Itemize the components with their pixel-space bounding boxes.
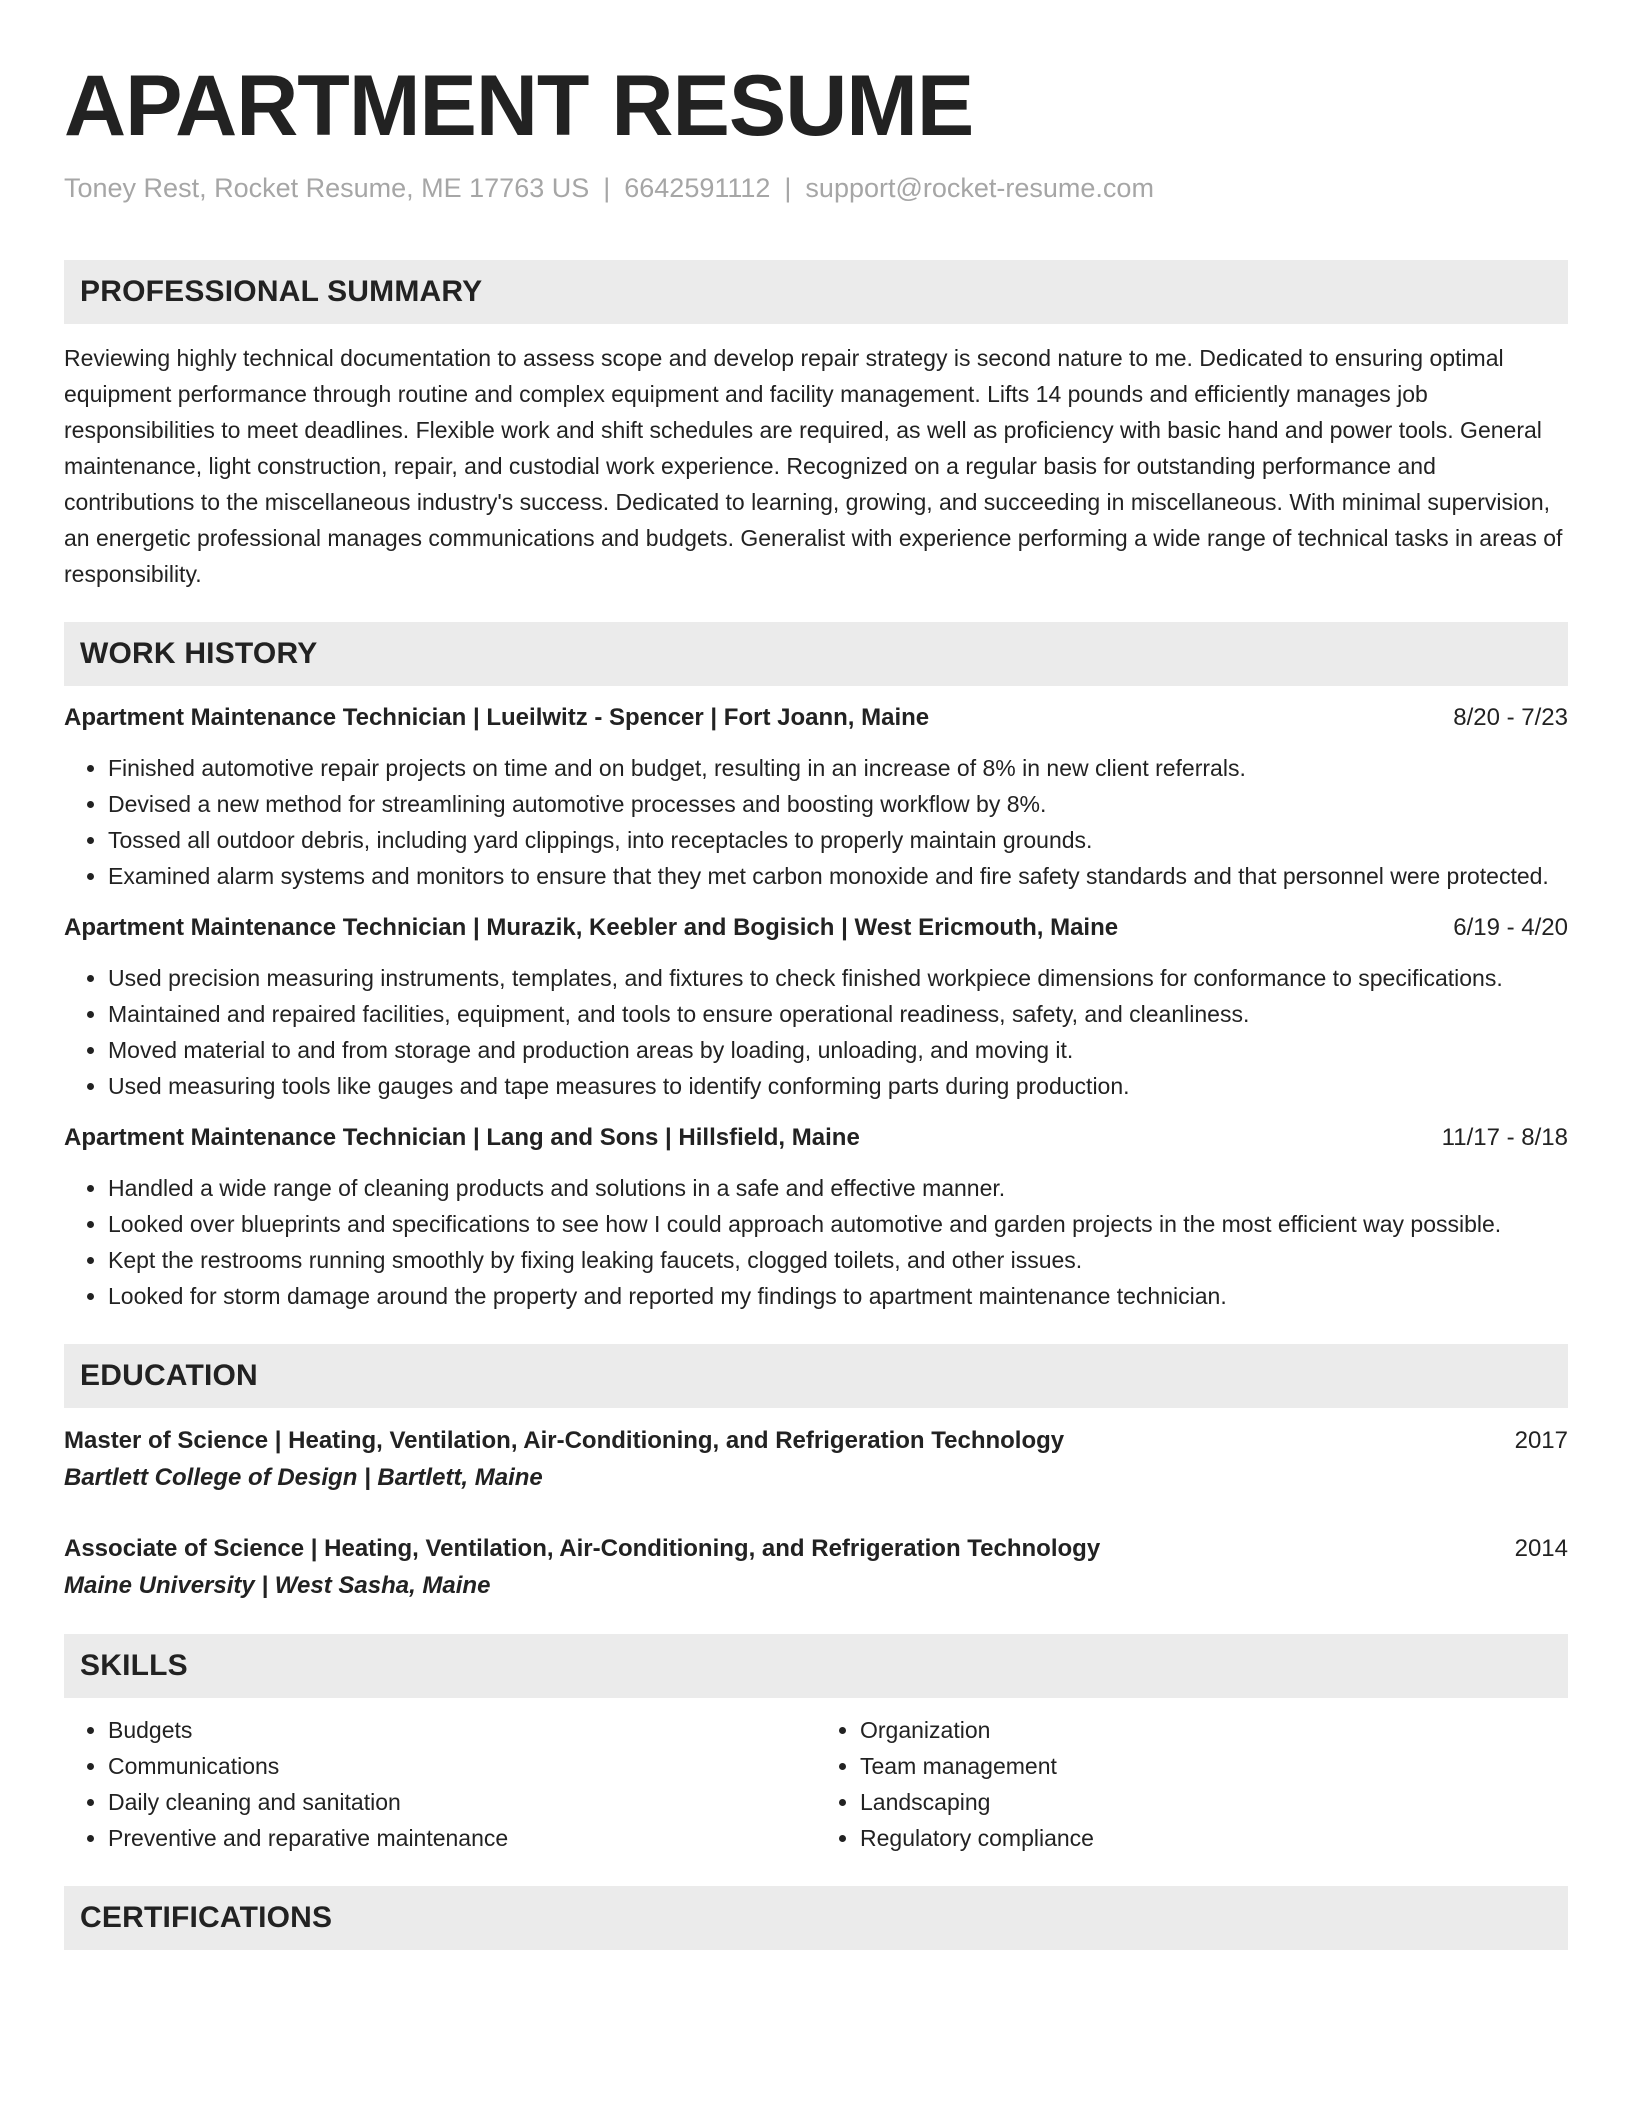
section-heading-work-history: WORK HISTORY (64, 622, 1568, 686)
education-school: Maine University | West Sasha, Maine (64, 1572, 491, 1599)
job-title: Apartment Maintenance Technician | Lang and Sons | Hillsfield, Maine (64, 1124, 860, 1151)
job-bullet: • Handled a wide range of cleaning products and solutions in a safe and effective manner. (108, 1170, 1568, 1206)
job-entry (64, 700, 1568, 894)
job-bullets (64, 960, 1568, 1104)
skills-column-right (816, 1712, 1568, 1856)
job-header (64, 700, 1568, 736)
job-bullets (64, 750, 1568, 894)
job-bullet: • Examined alarm systems and monitors to ensure that they met carbon monoxide and fire safety standards and that personnel were protected. (108, 858, 1568, 894)
summary-text: Reviewing highly technical documentation to assess scope and develop repair strategy is second nature to me. Dedicated to ensuring optimal equipment performance through routine and complex equipment and facility management. Lifts 14 pounds and efficiently manages job responsibilities to meet deadlines. Flexible work and shift schedules are required, as well as proficiency with basic hand and power tools. General maintenance, light construction, repair, and custodial work experience. Recognized on a regular basis for outstanding performance and contributions to the miscellaneous industry's success. Dedicated to learning, growing, and succeeding in miscellaneous. With minimal supervision, an energetic professional manages communications and budgets. Generalist with experience performing a wide range of technical tasks in areas of responsibility. (64, 345, 1563, 587)
job-header (64, 1120, 1568, 1156)
job-bullet: • Looked for storm damage around the property and reported my findings to apartment maintenance technician. (108, 1278, 1568, 1314)
job-bullet: • Moved material to and from storage and production areas by loading, unloading, and moving it. (108, 1032, 1568, 1068)
job-header (64, 910, 1568, 946)
job-bullet: • Kept the restrooms running smoothly by fixing leaking faucets, clogged toilets, and other issues. (108, 1242, 1568, 1278)
education-entry (64, 1422, 1568, 1496)
job-bullets (64, 1170, 1568, 1314)
contact-separator: | (784, 173, 792, 203)
skill-item: • Regulatory compliance (860, 1820, 1568, 1856)
job-title: Apartment Maintenance Technician | Lueilwitz - Spencer | Fort Joann, Maine (64, 704, 930, 731)
skill-item: • Preventive and reparative maintenance (108, 1820, 816, 1856)
job-bullet: • Finished automotive repair projects on time and on budget, resulting in an increase of 8% in new client referrals. (108, 750, 1568, 786)
contact-line (64, 170, 1568, 206)
contact-phone: 6642591112 (624, 173, 771, 203)
section-heading-skills: SKILLS (64, 1634, 1568, 1698)
job-title: Apartment Maintenance Technician | Murazik, Keebler and Bogisich | West Ericmouth, Maine (64, 914, 1119, 941)
job-bullet: • Used precision measuring instruments, templates, and fixtures to check finished workpiece dimensions for conformance to specifications. (108, 960, 1568, 996)
contact-separator: | (603, 173, 611, 203)
job-dates: 8/20 - 7/23 (1453, 704, 1568, 731)
skill-item: • Organization (860, 1712, 1568, 1748)
job-bullet: • Used measuring tools like gauges and tape measures to identify conforming parts during production. (108, 1068, 1568, 1104)
skills-list (64, 1712, 1568, 1856)
job-bullet: • Maintained and repaired facilities, equipment, and tools to ensure operational readiness, safety, and cleanliness. (108, 996, 1568, 1032)
job-dates: 6/19 - 4/20 (1453, 914, 1568, 941)
skill-item: • Communications (108, 1748, 816, 1784)
skill-item: • Daily cleaning and sanitation (108, 1784, 816, 1820)
skills-column-left (64, 1712, 816, 1856)
education-header (64, 1530, 1568, 1568)
education-degree: Associate of Science | Heating, Ventilation, Air-Conditioning, and Refrigeration Technology (64, 1535, 1101, 1562)
resume-title: APARTMENT RESUME (64, 58, 974, 154)
education-year: 2014 (1514, 1535, 1568, 1562)
contact-address: Toney Rest, Rocket Resume, ME 17763 US (64, 173, 590, 203)
education-degree: Master of Science | Heating, Ventilation, Air-Conditioning, and Refrigeration Technology (64, 1427, 1065, 1454)
education-header (64, 1422, 1568, 1460)
job-bullet: • Looked over blueprints and specifications to see how I could approach automotive and garden projects in the most efficient way possible. (108, 1206, 1568, 1242)
skill-item: • Team management (860, 1748, 1568, 1784)
section-heading-certifications: CERTIFICATIONS (64, 1886, 1568, 1950)
skill-item: • Landscaping (860, 1784, 1568, 1820)
job-entry (64, 910, 1568, 1104)
skill-item: • Budgets (108, 1712, 816, 1748)
education-year: 2017 (1514, 1427, 1568, 1454)
education-school: Bartlett College of Design | Bartlett, Maine (64, 1464, 543, 1491)
section-heading-summary: PROFESSIONAL SUMMARY (64, 260, 1568, 324)
job-dates: 11/17 - 8/18 (1441, 1124, 1568, 1151)
section-heading-education: EDUCATION (64, 1344, 1568, 1408)
job-entry (64, 1120, 1568, 1314)
education-entry (64, 1530, 1568, 1604)
job-bullet: • Tossed all outdoor debris, including yard clippings, into receptacles to properly maintain grounds. (108, 822, 1568, 858)
contact-email[interactable]: support@rocket-resume.com (805, 173, 1154, 203)
job-bullet: • Devised a new method for streamlining automotive processes and boosting workflow by 8%. (108, 786, 1568, 822)
